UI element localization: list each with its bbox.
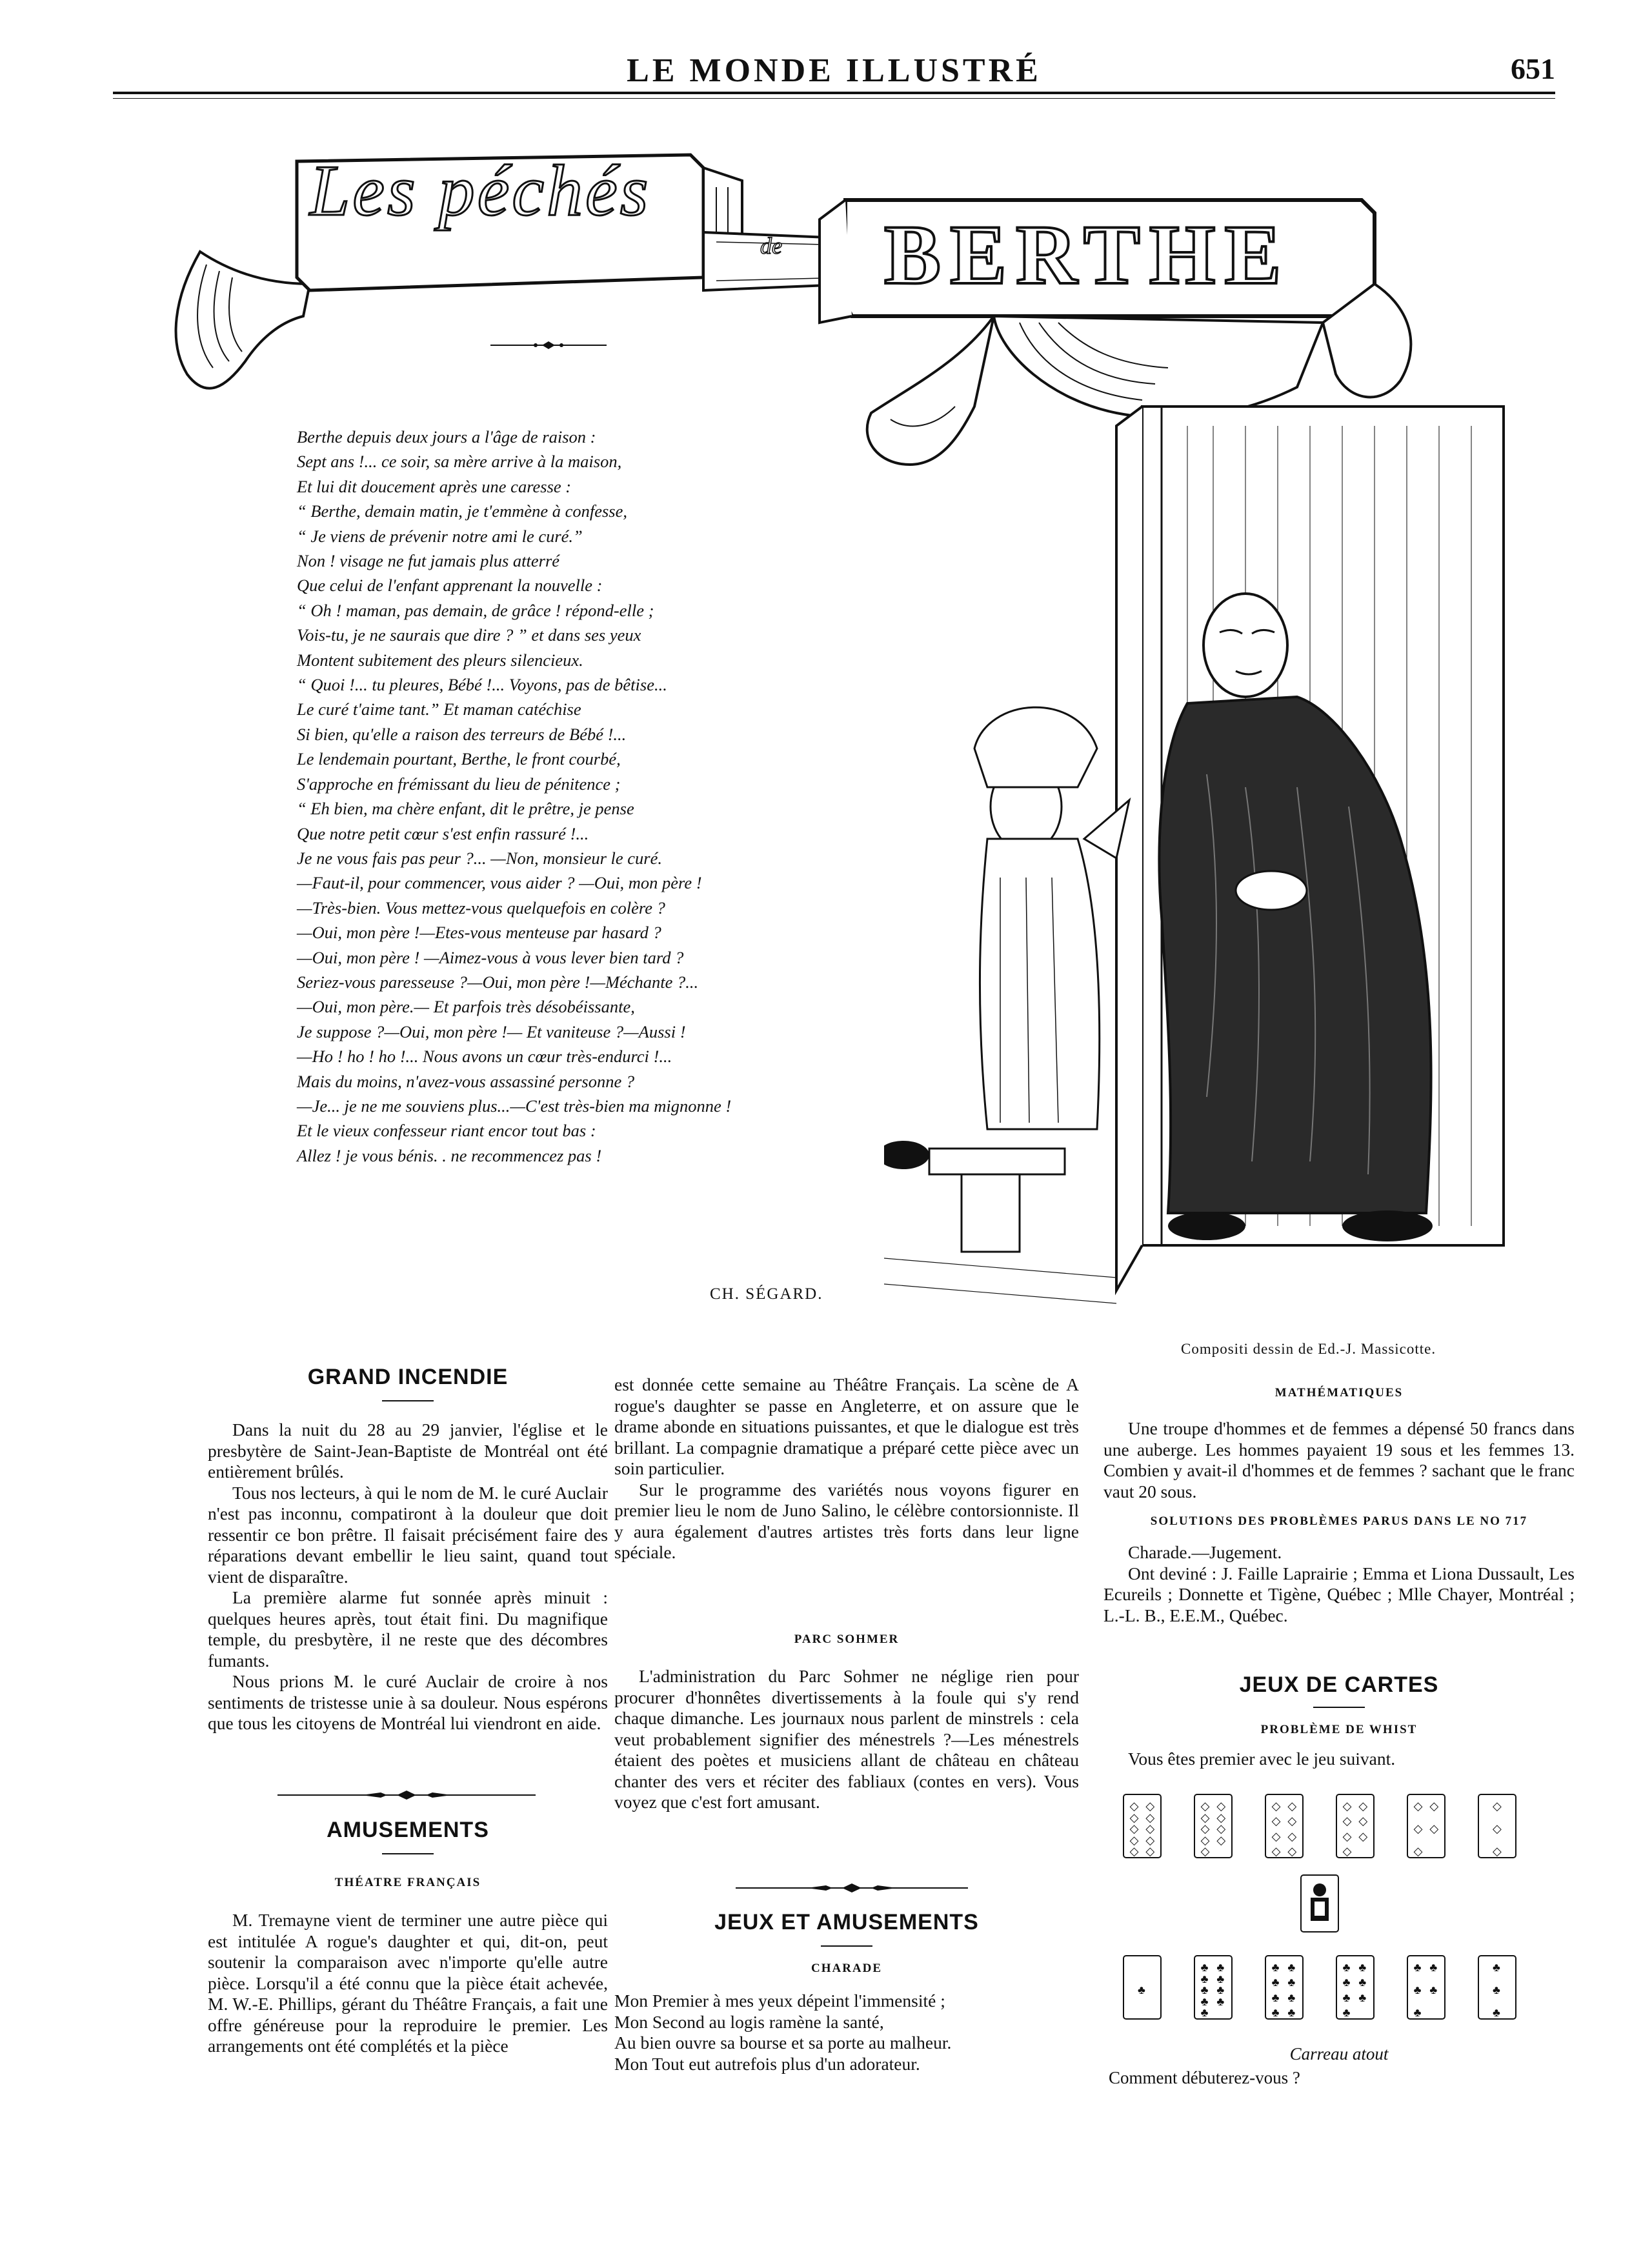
charade-line: Mon Second au logis ramène la santé, [614, 2011, 884, 2032]
diamond-icon: ◇ [1200, 1811, 1210, 1824]
poem-line: Je suppose ?—Oui, mon père !— Et vaniteuse ?—Aussi ! [297, 1021, 686, 1041]
charade-line: Mon Tout eut autrefois plus d'un adorateur. [614, 2053, 920, 2074]
poem-line: “ Quoi !... tu pleures, Bébé !... Voyons, pas de bêtise... [297, 675, 667, 695]
diamond-icon: ◇ [1287, 1829, 1297, 1843]
heading-amusements: AMUSEMENTS [327, 1818, 489, 1842]
club-icon: ♣ [1138, 1983, 1145, 1996]
paragraph: Une troupe d'hommes et de femmes a dépensé 50 francs dans une auberge. Les hommes payaient 19 sous et les femmes 13. Combien y avait-il d'hommes et de femmes ? sachant que le franc vaut 20 sous. [1103, 1418, 1575, 1501]
banner-line1: Les péchés [310, 151, 651, 231]
diamond-icon: ◇ [1200, 1845, 1210, 1858]
diamond-icon: ◇ [1129, 1800, 1139, 1812]
paragraph: Vous êtes premier avec le jeu suivant. [1128, 1749, 1396, 1769]
diamond-icon: ◇ [1287, 1814, 1297, 1828]
card-court [1300, 1874, 1339, 1933]
diamond-icon: ◇ [1358, 1814, 1368, 1828]
poem-line: “ Oh ! maman, pas demain, de grâce ! répond-elle ; [297, 600, 654, 620]
court-figure-icon [1302, 1876, 1338, 1931]
card-clubs [1407, 1955, 1446, 2020]
poem-line: Et le vieux confesseur riant encor tout bas : [297, 1121, 596, 1141]
heading-jeux-et-amusements: JEUX ET AMUSEMENTS [714, 1910, 979, 1934]
club-icon: ♣ [1200, 1983, 1209, 1996]
club-icon: ♣ [1342, 1976, 1351, 1989]
poem-line: Mais du moins, n'avez-vous assassiné personne ? [297, 1071, 635, 1091]
article-amusements-cont [614, 1374, 1079, 1563]
subheading-mathematiques: MATHÉMATIQUES [1274, 1386, 1404, 1400]
club-icon: ♣ [1200, 1994, 1209, 2008]
diamond-icon: ◇ [1271, 1845, 1281, 1858]
diamond-icon: ◇ [1216, 1822, 1226, 1835]
header-rule-thin [113, 98, 1555, 99]
subheading-probleme-whist: PROBLÈME DE WHIST [1260, 1723, 1418, 1736]
diamond-icon: ◇ [1145, 1833, 1155, 1847]
club-icon: ♣ [1200, 1972, 1209, 1985]
club-icon: ♣ [1200, 2006, 1209, 2019]
diamond-icon: ◇ [1413, 1800, 1423, 1812]
heading-jeux-de-cartes: JEUX DE CARTES [1239, 1672, 1439, 1697]
club-icon: ♣ [1413, 2006, 1422, 2019]
poem-line: Le curé t'aime tant.” Et maman catéchise [297, 699, 581, 719]
poem-line: —Oui, mon père !—Etes-vous menteuse par hasard ? [297, 923, 661, 943]
whist-question: Comment débuterez-vous ? [1109, 2068, 1300, 2087]
article-grand-incendie [208, 1420, 608, 1734]
poem-line: “ Je viens de prévenir notre ami le curé.” [297, 526, 583, 546]
heading-rule [1313, 1707, 1365, 1708]
poem-line: Et lui dit doucement après une caresse : [297, 476, 572, 496]
poem-line: Non ! visage ne fut jamais plus atterré [297, 551, 560, 571]
paragraph: M. Tremayne vient de terminer une autre pièce qui est intitulée A rogue's daughter et qui, dit-on, peut soutenir la comparaison avec n'importe qu'elle autre pièce. Lorsqu'il a été connu que la pièce était achevée, M. W.-E. Phillips, gérant du Théâtre Français, a fait une offre généreuse pour la reproduire le premier. Les arrangements ont été complétés et la pièce [208, 1910, 608, 2056]
club-icon: ♣ [1429, 1983, 1438, 1996]
atout-label: Carreau atout [1289, 2044, 1389, 2063]
diamond-icon: ◇ [1342, 1845, 1352, 1858]
card-clubs [1336, 1955, 1375, 2020]
diamond-icon: ◇ [1342, 1814, 1352, 1828]
diamond-icon: ◇ [1429, 1800, 1439, 1812]
club-icon: ♣ [1342, 2006, 1351, 2019]
card-diamonds [1194, 1794, 1233, 1858]
whist-intro [1103, 1749, 1575, 1770]
header-rule [113, 92, 1555, 94]
club-icon: ♣ [1216, 1994, 1225, 2008]
paragraph: Dans la nuit du 28 au 29 janvier, l'église et le presbytère de Saint-Jean-Baptiste de Montréal ont été entièrement brûlés. [208, 1420, 608, 1481]
heading-rule [382, 1853, 434, 1854]
diamond-icon: ◇ [1413, 1822, 1423, 1835]
poem-line: Seriez-vous paresseuse ?—Oui, mon père !—Méchante ?... [297, 972, 699, 992]
page-number: 651 [1511, 52, 1555, 85]
diamond-icon: ◇ [1287, 1800, 1297, 1812]
paragraph: Sur le programme des variétés nous voyons figurer en premier lieu le nom de Juno Salino, le célèbre contorsionniste. Il y aura également d'autres artistes très forts dans leur ligne spéciale. [614, 1479, 1079, 1562]
journal-title: LE MONDE ILLUSTRÉ [627, 52, 1042, 89]
poem-line: Si bien, qu'elle a raison des terreurs de Bébé !... [297, 724, 627, 744]
poem-line: Allez ! je vous bénis. . ne recommencez pas ! [297, 1145, 602, 1165]
club-icon: ♣ [1342, 1961, 1351, 1974]
diamond-icon: ◇ [1271, 1814, 1281, 1828]
banner-de: de [760, 233, 782, 259]
charade-verse [614, 1991, 1079, 2074]
banner-line2: BERTHE [884, 207, 1291, 302]
diamond-icon: ◇ [1216, 1811, 1226, 1824]
card-clubs [1265, 1955, 1304, 2020]
diamond-icon: ◇ [1145, 1822, 1155, 1835]
poem-line: Je ne vous fais pas peur ?... —Non, monsieur le curé. [297, 848, 662, 868]
subheading-theatre-francais: THÉATRE FRANÇAIS [334, 1876, 481, 1889]
poem-signature: CH. SÉGARD. [710, 1285, 823, 1303]
diamond-icon: ◇ [1129, 1845, 1139, 1858]
heading-grand-incendie: GRAND INCENDIE [307, 1365, 509, 1389]
poem-line: —Ho ! ho ! ho !... Nous avons un cœur très-endurci !... [297, 1047, 672, 1067]
paragraph: La première alarme fut sonnée après minuit : quelques heures après, tout était fini. Du magnifique temple, du presbytère, il ne reste que des décombres fumants. [208, 1587, 608, 1671]
charade-line: Au bien ouvre sa bourse et sa porte au malheur. [614, 2033, 952, 2053]
club-icon: ♣ [1493, 1983, 1500, 1996]
paragraph: Ont deviné : J. Faille Laprairie ; Emma et Liona Dussault, Les Ecureils ; Donnette et Tigène, Québec ; Mlle Chayer, Montréal ; L.-L. B., E.E.M., Québec. [1103, 1563, 1575, 1625]
card-diamonds [1123, 1794, 1162, 1858]
poem-line: Vois-tu, je ne saurais que dire ? ” et dans ses yeux [297, 625, 641, 645]
diamond-icon: ◇ [1271, 1829, 1281, 1843]
club-icon: ♣ [1287, 1961, 1296, 1974]
diamond-icon: ◇ [1493, 1800, 1502, 1812]
poem [297, 425, 878, 1168]
illustration-caption: Compositi dessin de Ed.-J. Massicotte. [1181, 1341, 1436, 1357]
paragraph: Tous nos lecteurs, à qui le nom de M. le curé Auclair n'est pas inconnu, compatiront à la douleur que doit ressentir ce bon prêtre. Il faisait précisément faire des réparations devant embellir le lieu saint, quand tout vient de disparaître. [208, 1482, 608, 1587]
poem-line: Berthe depuis deux jours a l'âge de raison : [297, 427, 596, 447]
diamond-icon: ◇ [1145, 1845, 1155, 1858]
club-icon: ♣ [1200, 1961, 1209, 1974]
club-icon: ♣ [1358, 1976, 1367, 1989]
card-clubs [1123, 1955, 1162, 2020]
diamond-icon: ◇ [1200, 1833, 1210, 1847]
diamond-icon: ◇ [1287, 1845, 1297, 1858]
poem-line: Le lendemain pourtant, Berthe, le front courbé, [297, 749, 621, 769]
diamond-icon: ◇ [1216, 1833, 1226, 1847]
club-icon: ♣ [1271, 1976, 1280, 1989]
paragraph: Nous prions M. le curé Auclair de croire à nos sentiments de tristesse unie à sa douleur. Nous espérons que tous les citoyens de Montréal lui viendront en aide. [208, 1671, 608, 1733]
poem-line: —Très-bien. Vous mettez-vous quelquefois en colère ? [297, 898, 665, 918]
poem-line: —Je... je ne me souviens plus...—C'est très-bien ma mignonne ! [297, 1096, 732, 1116]
club-icon: ♣ [1493, 1961, 1500, 1974]
diamond-icon: ◇ [1342, 1829, 1352, 1843]
heading-rule [821, 1945, 872, 1947]
article-mathematiques [1103, 1418, 1575, 1502]
subheading-charade: CHARADE [811, 1962, 883, 1975]
club-icon: ♣ [1216, 1972, 1225, 1985]
poem-line: Montent subitement des pleurs silencieux. [297, 650, 583, 670]
club-icon: ♣ [1429, 1961, 1438, 1974]
card-diamonds [1407, 1794, 1446, 1858]
club-icon: ♣ [1413, 1961, 1422, 1974]
card-diamonds [1478, 1794, 1516, 1858]
poem-line: Sept ans !... ce soir, sa mère arrive à la maison, [297, 452, 622, 472]
club-icon: ♣ [1287, 2006, 1296, 2019]
poem-line: Que notre petit cœur s'est enfin rassuré !... [297, 823, 589, 843]
diamond-icon: ◇ [1342, 1800, 1352, 1812]
diamond-icon: ◇ [1271, 1800, 1281, 1812]
article-amusements [208, 1910, 608, 2057]
diamond-icon: ◇ [1145, 1811, 1155, 1824]
poem-line: Que celui de l'enfant apprenant la nouvelle : [297, 576, 603, 596]
club-icon: ♣ [1358, 1961, 1367, 1974]
diamond-icon: ◇ [1129, 1822, 1139, 1835]
masthead [113, 45, 1555, 97]
club-icon: ♣ [1358, 1991, 1367, 2004]
club-icon: ♣ [1216, 1961, 1225, 1974]
charade-line: Mon Premier à mes yeux dépeint l'immensité ; [614, 1991, 945, 2011]
diamond-icon: ◇ [1129, 1833, 1139, 1847]
heading-rule [382, 1400, 434, 1401]
diamond-icon: ◇ [1129, 1811, 1139, 1824]
diamond-icon: ◇ [1200, 1822, 1210, 1835]
diamond-icon: ◇ [1429, 1822, 1439, 1835]
ornament-divider [490, 339, 607, 352]
ornament-divider [277, 1789, 536, 1802]
poem-line: “ Berthe, demain matin, je t'emmène à confesse, [297, 501, 627, 521]
card-diamonds [1336, 1794, 1375, 1858]
club-icon: ♣ [1271, 1961, 1280, 1974]
card-diamonds [1265, 1794, 1304, 1858]
diamond-icon: ◇ [1413, 1845, 1423, 1858]
paragraph: Charade.—Jugement. [1128, 1542, 1282, 1562]
paragraph: est donnée cette semaine au Théâtre Français. La scène de A rogue's daughter se passe en Angleterre, et on assure que le drame abonde en situations puissantes, et que le dialogue est très brillant. La compagnie dramatique a préparé cette pièce avec un soin particulier. [614, 1374, 1079, 1478]
poem-line: “ Eh bien, ma chère enfant, dit le prêtre, je pense [297, 799, 634, 819]
card-clubs [1194, 1955, 1233, 2020]
club-icon: ♣ [1413, 1983, 1422, 1996]
diamond-icon: ◇ [1216, 1800, 1226, 1812]
diamond-icon: ◇ [1145, 1800, 1155, 1812]
diamond-icon: ◇ [1493, 1822, 1502, 1835]
club-icon: ♣ [1493, 2006, 1500, 2019]
article-parc-sohmer [614, 1666, 1079, 1813]
diamond-icon: ◇ [1358, 1829, 1368, 1843]
poem-line: S'approche en frémissant du lieu de pénitence ; [297, 774, 621, 794]
poem-line: —Oui, mon père ! —Aimez-vous à vous lever bien tard ? [297, 947, 684, 967]
poem-line: —Oui, mon père.— Et parfois très désobéissante, [297, 997, 635, 1017]
club-icon: ♣ [1287, 1976, 1296, 1989]
club-icon: ♣ [1271, 2006, 1280, 2019]
club-icon: ♣ [1342, 1991, 1351, 2004]
paragraph: L'administration du Parc Sohmer ne néglige rien pour procurer d'honnêtes divertissements à la foule qui s'y rend chaque dimanche. Les journaux nous parlent de minstrels : cela veut probablement signifier des ménestrels ?—Les ménestrels étaient des poètes et musiciens allant de château en château chanter des vers et réciter des fabliaux (contes en vers). Vous voyez que c'est fort amusant. [614, 1666, 1079, 1812]
subheading-solutions: SOLUTIONS DES PROBLÈMES PARUS DANS LE NO 717 [1150, 1514, 1528, 1528]
club-icon: ♣ [1287, 1991, 1296, 2004]
ornament-divider [736, 1882, 968, 1894]
diamond-icon: ◇ [1358, 1800, 1368, 1812]
subheading-parc-sohmer: PARC SOHMER [794, 1632, 900, 1646]
card-clubs [1478, 1955, 1516, 2020]
diamond-icon: ◇ [1493, 1845, 1502, 1858]
article-solutions [1103, 1542, 1575, 1626]
poem-line: —Faut-il, pour commencer, vous aider ? —Oui, mon père ! [297, 873, 702, 893]
diamond-icon: ◇ [1200, 1800, 1210, 1812]
club-icon: ♣ [1216, 1983, 1225, 1996]
club-icon: ♣ [1271, 1991, 1280, 2004]
confessional-illustration [884, 387, 1562, 1329]
